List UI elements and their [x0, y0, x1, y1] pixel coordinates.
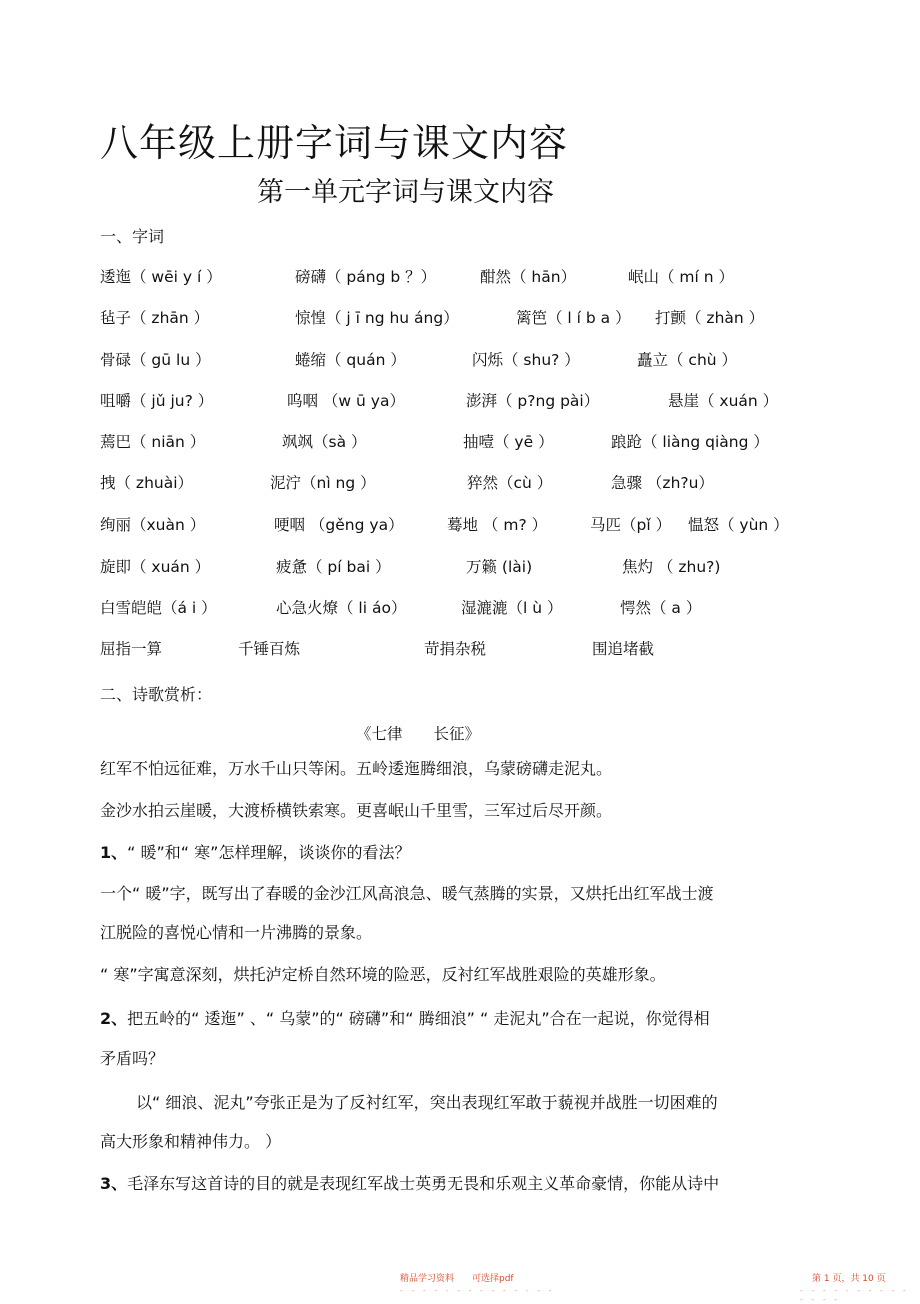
vocab-item: 蓦地 （ m? ） — [447, 516, 548, 534]
section-heading-poem: 二、诗歌赏析： — [100, 685, 213, 704]
vocab-item: 踉跄（ liàng qiàng ） — [611, 433, 769, 451]
vocab-item: 绚丽（xuàn ） — [100, 516, 206, 534]
vocab-item: 毡子（ zhān ） — [100, 309, 210, 327]
vocab-item: 旋即（ xuán ） — [100, 558, 211, 576]
vocab-item: 骨碌（ gū lu ） — [100, 351, 211, 369]
question-number: 1、 — [100, 843, 128, 862]
question-text: “ 暖”和“ 寒”怎样理解，谈谈你的看法？ — [127, 843, 411, 862]
vocab-item: 咀嚼（ jǔ ju? ） — [100, 392, 214, 410]
vocab-item: 闪烁（ shu? ） — [472, 351, 580, 369]
vocab-item: 惊惶（ j ī ng hu áng） — [295, 309, 459, 327]
footer-dots-left: - - - - - - - - - - - - - - — [400, 1286, 555, 1295]
vocab-item: 湿漉漉（l ù ） — [461, 599, 563, 617]
question-2 — [100, 1006, 710, 1029]
vocab-item: 岷山（ mí n ） — [628, 268, 735, 286]
answer-line: “ 寒”字寓意深刻，烘托泸定桥自然环境的险恶，反衬红军战胜艰险的英雄形象。 — [100, 965, 666, 984]
vocab-item: 悬崖（ xuán ） — [668, 392, 779, 410]
vocab-item: 千锤百炼 — [238, 640, 301, 658]
question-text: 把五岭的“ 逶迤” 、“ 乌蒙”的“ 磅礴”和“ 腾细浪” “ 走泥丸”合在一起说，你觉得相 — [127, 1009, 710, 1028]
footer-dots-right: - - - - - - - - - - - - - - — [800, 1286, 909, 1304]
vocab-item: 拽（ zhuài） — [100, 474, 194, 492]
vocab-item: 蜷缩（ quán ） — [295, 351, 406, 369]
vocab-item: 苛捐杂税 — [424, 640, 487, 658]
vocab-item: 愕然（ a ） — [620, 599, 702, 617]
vocab-item: 澎湃（ p?ng pài） — [466, 392, 600, 410]
answer-line: 一个“ 暖”字，既写出了春暖的金沙江风高浪急、暖气蒸腾的实景，又烘托出红军战士渡 — [100, 884, 714, 903]
question-text-continued: 矛盾吗？ — [100, 1049, 165, 1068]
vocab-item: 万籁 (lài) — [466, 558, 533, 576]
vocab-item: 蔫巴（ niān ） — [100, 433, 206, 451]
page-title: 八年级上册字词与课文内容 — [100, 121, 569, 165]
vocab-item: 愠怒（ yùn ） — [688, 516, 789, 534]
vocab-item: 抽噎（ yē ） — [463, 433, 554, 451]
vocab-item: 屈指一算 — [100, 640, 163, 658]
poem-title: 《七律 长征》 — [356, 725, 481, 743]
vocab-item: 逶迤（ wēi y í ） — [100, 268, 222, 286]
answer-line: 江脱险的喜悦心情和一片沸腾的景象。 — [100, 923, 373, 942]
vocab-item: 打颤（ zhàn ） — [655, 309, 765, 327]
vocab-item: 焦灼 （ zhu?) — [622, 558, 721, 576]
unit-subtitle: 第一单元字词与课文内容 — [257, 177, 554, 208]
vocab-item: 围追堵截 — [592, 640, 655, 658]
question-1 — [100, 840, 410, 863]
answer-line: 高大形象和精神伟力。 ） — [100, 1132, 282, 1151]
question-number: 3、 — [100, 1174, 128, 1193]
question-text: 毛泽东写这首诗的目的就是表现红军战士英勇无畏和乐观主义革命豪情，你能从诗中 — [127, 1174, 720, 1193]
footer-watermark: 精品学习资料 可选择pdf — [400, 1274, 514, 1284]
vocab-item: 磅礴（ páng b ？） — [295, 268, 437, 286]
vocab-item: 泥泞（nì ng ） — [270, 474, 376, 492]
vocab-item: 心急火燎（ li áo） — [276, 599, 407, 617]
vocab-item: 篱笆（ l í b a ） — [516, 309, 631, 327]
section-heading-vocab: 一、字词 — [100, 227, 165, 246]
vocab-item: 马匹（pǐ ） — [590, 516, 672, 534]
page-number: 第 1 页，共 10 页 — [812, 1274, 886, 1284]
vocab-item: 急骤 （zh?u） — [611, 474, 714, 492]
poem-line: 金沙水拍云崖暖，大渡桥横铁索寒。更喜岷山千里雪，三军过后尽开颜。 — [100, 801, 613, 820]
vocab-item: 酣然（ hān） — [480, 268, 577, 286]
poem-line: 红军不怕远征难，万水千山只等闲。五岭逶迤腾细浪，乌蒙磅礴走泥丸。 — [100, 759, 613, 778]
vocab-item: 矗立（ chù ） — [637, 351, 738, 369]
vocab-item: 猝然（cù ） — [467, 474, 553, 492]
question-3 — [100, 1171, 719, 1194]
vocab-item: 哽咽 （gěng ya） — [274, 516, 404, 534]
answer-line: 以“ 细浪、泥丸”夸张正是为了反衬红军，突出表现红军敢于藐视并战胜一切困难的 — [136, 1093, 718, 1112]
vocab-item: 飒飒（sà ） — [282, 433, 367, 451]
vocab-item: 疲惫（ pí bai ） — [276, 558, 391, 576]
vocab-item: 白雪皑皑（á i ） — [100, 599, 217, 617]
question-number: 2、 — [100, 1009, 128, 1028]
vocab-item: 呜咽 （w ū ya） — [287, 392, 405, 410]
